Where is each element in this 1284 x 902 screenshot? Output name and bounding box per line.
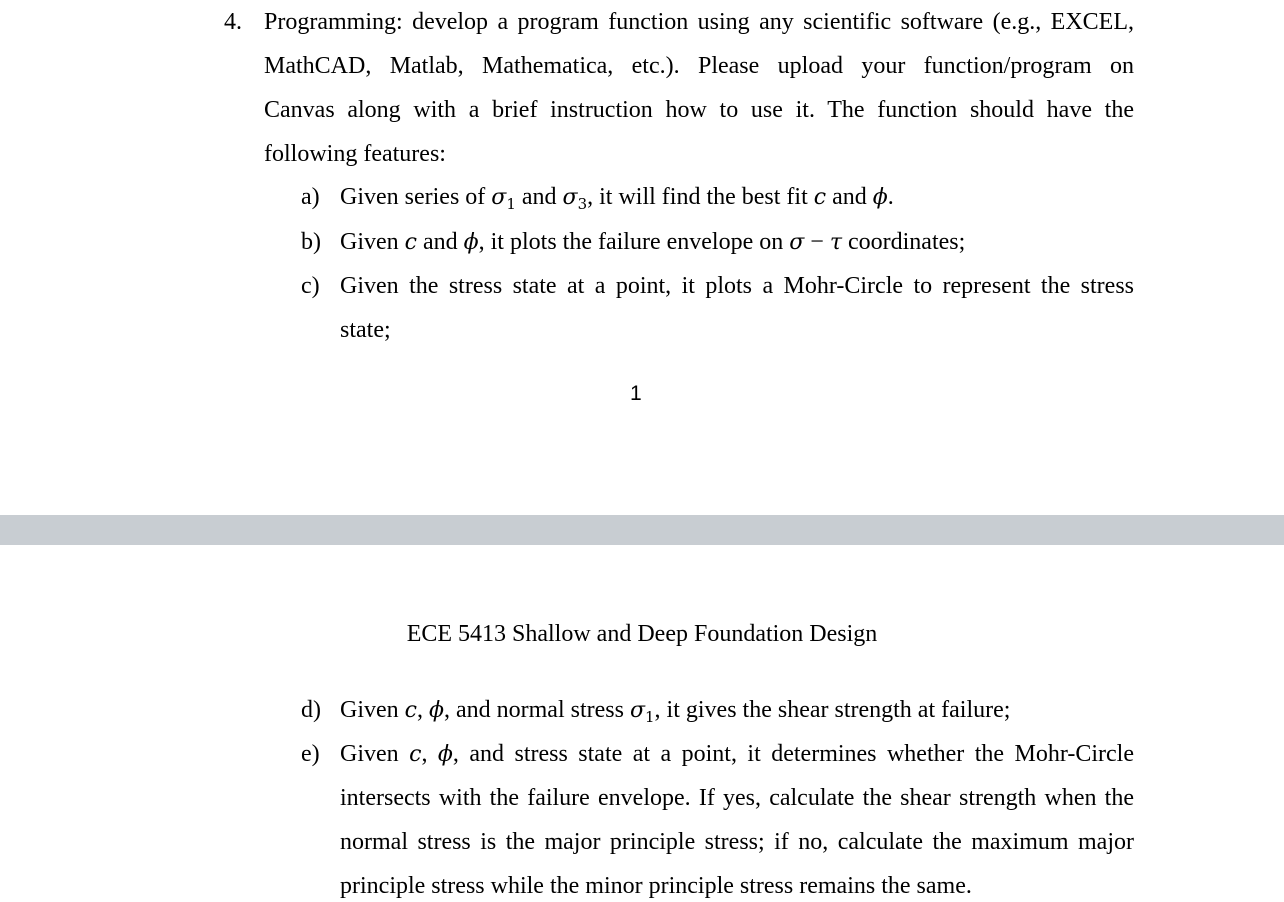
question-line-1: Programming: develop a program function using any scientific software (e.g., EXCEL, <box>264 9 1134 35</box>
page-header-title: ECE 5413 Shallow and Deep Foundation Design <box>406 621 878 647</box>
item-e-line-1: Given c, ϕ, and stress state at a point, it determines whether the Mohr-Circle <box>340 741 1135 767</box>
question-line-3: Canvas along with a brief instruction how to use it. The function should have the <box>264 97 1134 123</box>
item-c-line-2: state; <box>340 317 391 343</box>
item-d-text: Given c, ϕ, and normal stress $\sigma_1$, it gives the shear strength at failure; <box>340 697 1011 726</box>
item-e-line-3: normal stress is the major principle stress; if no, calculate the maximum major <box>340 829 1134 855</box>
item-e-label: e) <box>301 741 320 767</box>
document-page-2 <box>0 545 1284 902</box>
item-b-text: Given c and ϕ, it plots the failure envelope on σ − τ coordinates; <box>340 229 966 255</box>
page-number: 1 <box>630 382 642 405</box>
item-d-label: d) <box>301 697 321 723</box>
item-b-label: b) <box>301 229 321 255</box>
question-line-2: MathCAD, Matlab, Mathematica, etc.). Please upload your function/program on <box>264 53 1134 79</box>
item-e-line-2: intersects with the failure envelope. If yes, calculate the shear strength when the <box>340 785 1134 811</box>
item-c-label: c) <box>301 273 320 299</box>
question-line-4: following features: <box>264 141 446 167</box>
item-a-text: Given series of $\sigma_1$ and $\sigma_3$, it will find the best fit c and ϕ. <box>340 184 894 213</box>
item-e-line-4: principle stress while the minor principle stress remains the same. <box>340 873 972 899</box>
item-a-label: a) <box>301 184 320 210</box>
question-number: 4. <box>224 9 242 35</box>
page-separator <box>0 515 1284 545</box>
item-c-line-1: Given the stress state at a point, it plots a Mohr-Circle to represent the stress <box>340 273 1134 299</box>
